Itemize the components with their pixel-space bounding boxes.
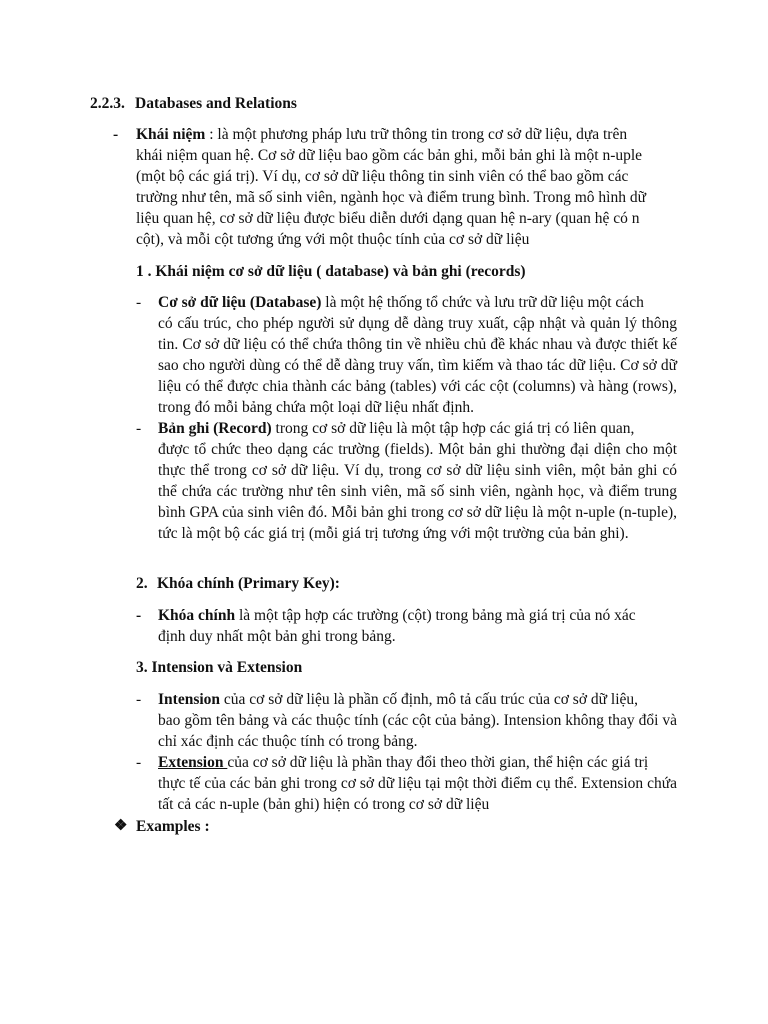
heading-primary-key-number: 2. xyxy=(136,575,148,592)
intro-line-6: cột), và mỗi cột tương ứng với một thuộc tính của cơ sở dữ liệu xyxy=(136,231,530,248)
intro-term: Khái niệm xyxy=(136,126,206,143)
extension-first-line: của cơ sở dữ liệu là phần thay đổi theo thời gian, thể hiện các giá trị xyxy=(227,754,649,771)
intension-body: bao gồm tên bảng và các thuộc tính (các cột của bảng). Intension không thay đổi và chỉ xác định các thuộc tính có trong bảng. xyxy=(158,712,677,750)
pk-term: Khóa chính xyxy=(158,607,236,624)
heading-intension-extension: 3. Intension và Extension xyxy=(136,659,303,676)
intension-first-line: của cơ sở dữ liệu là phần cố định, mô tả cấu trúc của cơ sở dữ liệu, xyxy=(220,691,639,708)
record-paragraph xyxy=(158,418,677,544)
extension-bullet-marker: - xyxy=(136,754,142,771)
intro-line-3: (một bộ các giá trị). Ví dụ, cơ sở dữ liệu thông tin sinh viên có thể bao gồm các xyxy=(136,168,629,185)
intension-paragraph xyxy=(158,689,677,752)
record-first-line: trong cơ sở dữ liệu là một tập hợp các giá trị có liên quan, xyxy=(271,420,635,437)
intro-bullet-marker: - xyxy=(113,126,119,143)
db-paragraph xyxy=(158,292,677,418)
pk-body: định duy nhất một bản ghi trong bảng. xyxy=(158,628,396,645)
intro-line-4: trường như tên, mã số sinh viên, ngành học và điểm trung bình. Trong mô hình dữ xyxy=(136,189,646,206)
pk-first-line: là một tập hợp các trường (cột) trong bảng mà giá trị của nó xác xyxy=(235,607,636,624)
extension-paragraph xyxy=(158,752,677,815)
intro-line-1: : là một phương pháp lưu trữ thông tin trong cơ sở dữ liệu, dựa trên xyxy=(205,126,628,143)
db-term: Cơ sở dữ liệu (Database) xyxy=(158,294,322,311)
intension-bullet-marker: - xyxy=(136,691,142,708)
record-bullet-marker: - xyxy=(136,420,142,437)
section-title: Databases and Relations xyxy=(135,95,297,112)
intro-line-2: khái niệm quan hệ. Cơ sở dữ liệu bao gồm các bản ghi, mỗi bản ghi là một n-uple xyxy=(136,147,643,164)
extension-term: Extension xyxy=(158,754,228,771)
intension-term: Intension xyxy=(158,691,221,708)
section-number: 2.2.3. xyxy=(90,95,125,112)
intro-line-5: liệu quan hệ, cơ sở dữ liệu được biểu diễn dưới dạng quan hệ n-ary (quan hệ có n xyxy=(136,210,640,227)
heading-database-records: 1 . Khái niệm cơ sở dữ liệu ( database) và bản ghi (records) xyxy=(136,263,526,280)
db-first-line: là một hệ thống tổ chức và lưu trữ dữ liệu một cách xyxy=(321,294,644,311)
heading-primary-key: Khóa chính (Primary Key): xyxy=(157,575,340,592)
pk-paragraph xyxy=(158,605,677,647)
pk-bullet-marker: - xyxy=(136,607,142,624)
record-term: Bản ghi (Record) xyxy=(158,420,272,437)
db-bullet-marker: - xyxy=(136,294,142,311)
db-body: có cấu trúc, cho phép người sử dụng dễ dàng truy xuất, cập nhật và quản lý thông tin. Cơ sở dữ liệu có thể chứa thông tin về nhiều chủ đề khác nhau và được thiết kế sao cho người dùng có thể dễ dàng truy vấn, tìm kiếm và thao tác dữ liệu. Cơ sở dữ liệu có thể được chia thành các bảng (tables) với các cột (columns) và hàng (rows), trong đó mỗi bảng chứa một loại dữ liệu nhất định. xyxy=(158,315,677,416)
intro-paragraph xyxy=(136,124,696,250)
examples-label: Examples : xyxy=(136,818,210,835)
extension-body: thực tế của các bản ghi trong cơ sở dữ liệu tại một thời điểm cụ thể. Extension chứa tất cả các n-uple (bản ghi) hiện có trong cơ sở dữ liệu xyxy=(158,775,677,813)
record-body: được tổ chức theo dạng các trường (fields). Một bản ghi thường đại diện cho một thực thể trong cơ sở dữ liệu. Ví dụ, trong cơ sở dữ liệu sinh viên, một bản ghi có thể chứa các trường như tên sinh viên, mã số sinh viên, ngành học, và điểm trung bình GPA của sinh viên đó. Mỗi bản ghi trong cơ sở dữ liệu là một n-uple (n-tuple), tức là một bộ các giá trị (mỗi giá trị tương ứng với một trường của bản ghi). xyxy=(158,441,677,542)
examples-diamond-icon: ❖ xyxy=(114,818,128,834)
